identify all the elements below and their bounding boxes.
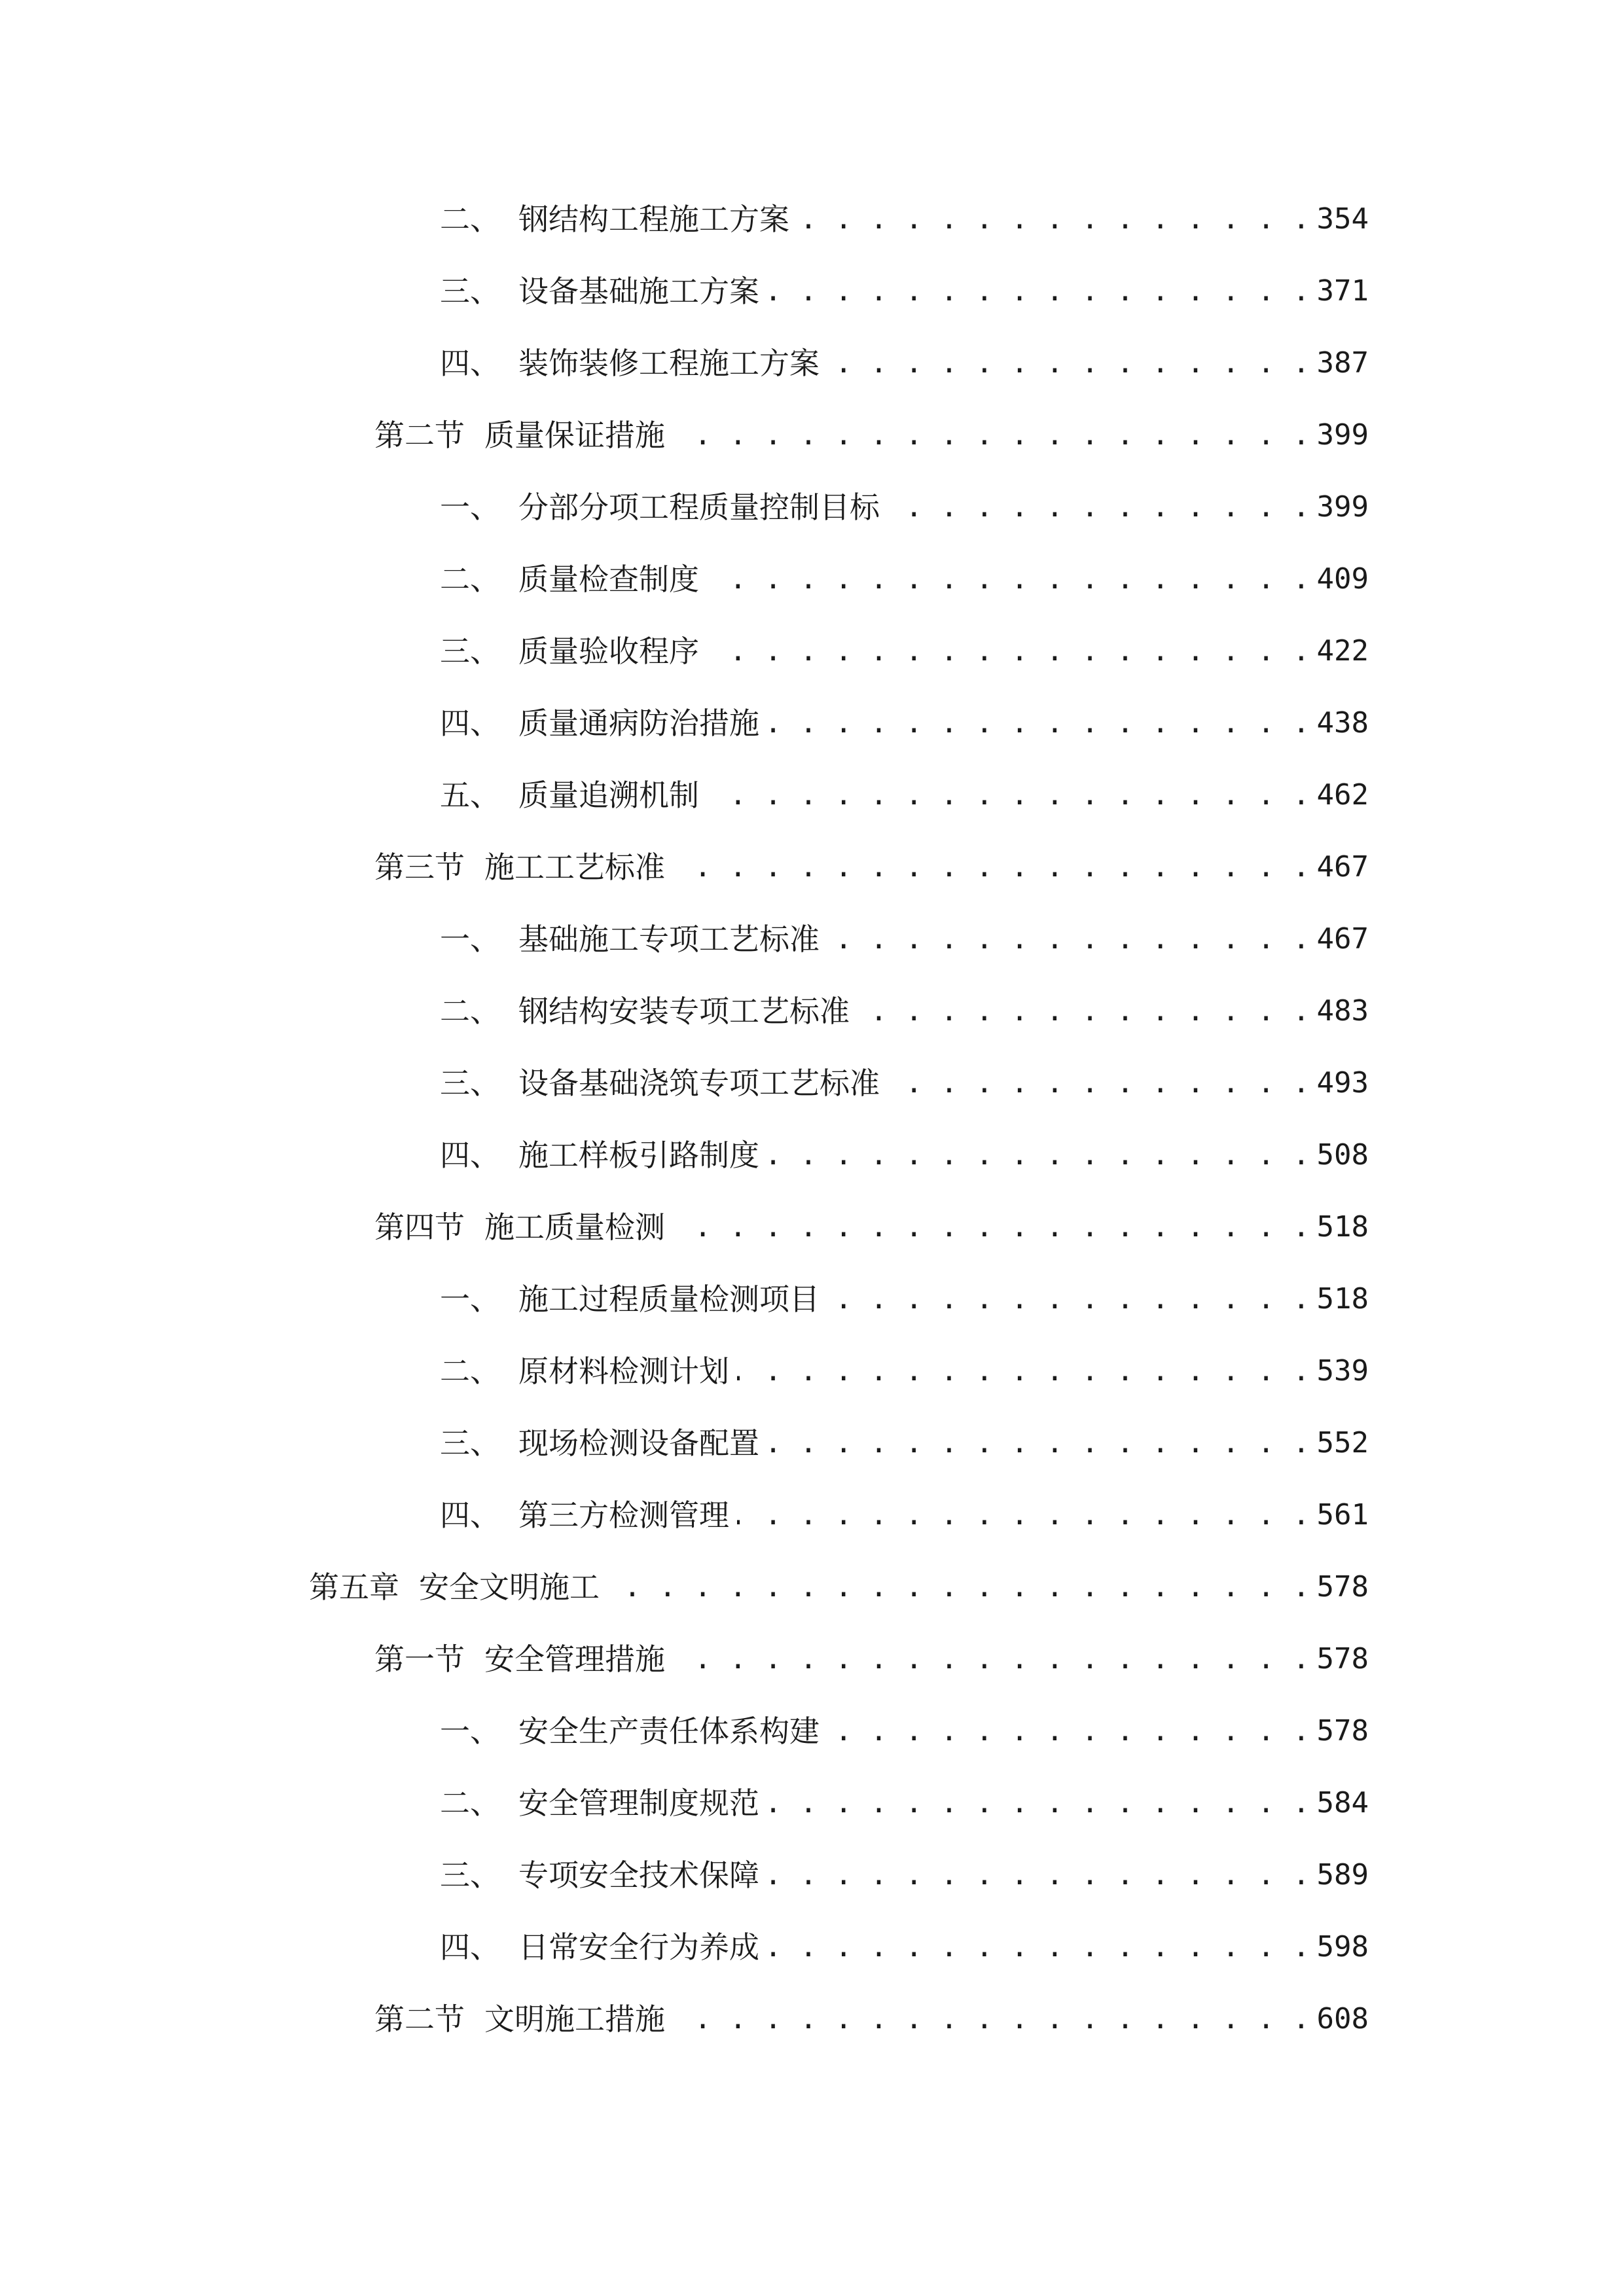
toc-entry-number: 四、: [440, 1498, 500, 1533]
toc-entry-page: 508: [1316, 1138, 1369, 1172]
toc-entry-page: 438: [1316, 706, 1369, 740]
toc-entry-number: 四、: [440, 346, 500, 381]
toc-entry[interactable]: [440, 1417, 1369, 1469]
toc-entry[interactable]: [440, 913, 1369, 965]
toc-entry-page: 399: [1316, 418, 1369, 452]
toc-entry-page: 598: [1316, 1930, 1369, 1964]
toc-entry[interactable]: [440, 697, 1369, 749]
dot-leader: [673, 841, 1310, 893]
toc-entry-title: 第三方检测管理: [518, 1498, 729, 1533]
toc-entry-number: 四、: [440, 1929, 500, 1965]
toc-entry-title: 钢结构工程施工方案: [518, 202, 789, 237]
toc-entry[interactable]: [309, 1561, 1369, 1613]
dot-leader: [767, 697, 1310, 749]
toc-entry-title: 安全文明施工: [419, 1570, 600, 1605]
toc-entry[interactable]: [440, 337, 1369, 389]
toc-entry-number: 一、: [440, 490, 500, 525]
toc-entry-title: 质量保证措施: [484, 418, 665, 453]
toc-entry-number: 二、: [440, 1785, 500, 1821]
toc-entry-page: 561: [1316, 1498, 1369, 1532]
toc-entry[interactable]: [440, 625, 1369, 677]
toc-entry-title: 安全管理措施: [484, 1641, 665, 1677]
toc-entry-number: 一、: [440, 1282, 500, 1317]
toc-entry-page: 493: [1316, 1066, 1369, 1100]
toc-entry-page: 387: [1316, 346, 1369, 380]
toc-entry-title: 施工过程质量检测项目: [518, 1282, 820, 1317]
toc-entry-page: 371: [1316, 274, 1369, 308]
toc-entry-page: 483: [1316, 994, 1369, 1028]
toc-entry-title: 施工工艺标准: [484, 850, 665, 885]
toc-entry-page: 467: [1316, 922, 1369, 956]
dot-leader: [888, 1057, 1310, 1109]
toc-entry-page: 422: [1316, 634, 1369, 668]
dot-leader: [827, 1705, 1310, 1757]
toc-entry-title: 基础施工专项工艺标准: [518, 922, 820, 957]
toc-entry-page: 399: [1316, 490, 1369, 524]
toc-entry-title: 施工质量检测: [484, 1210, 665, 1245]
toc-entry-title: 钢结构安装专项工艺标准: [518, 994, 850, 1029]
dot-leader: [607, 1561, 1310, 1613]
toc-entry-page: 584: [1316, 1786, 1369, 1820]
toc-entry-title: 分部分项工程质量控制目标: [518, 490, 880, 525]
toc-entry-title: 质量追溯机制: [518, 778, 699, 813]
toc-entry-page: 578: [1316, 1570, 1369, 1604]
toc-entry-page: 409: [1316, 562, 1369, 596]
toc-entry[interactable]: [374, 1201, 1369, 1253]
toc-entry-title: 质量检查制度: [518, 562, 699, 597]
dot-leader: [673, 1201, 1310, 1253]
toc-entry[interactable]: [374, 841, 1369, 893]
dot-leader: [737, 1345, 1310, 1397]
toc-entry-title: 质量验收程序: [518, 634, 699, 669]
toc-entry-number: 第五章: [309, 1570, 399, 1605]
toc-entry-page: 354: [1316, 202, 1369, 236]
toc-entry[interactable]: [440, 1705, 1369, 1757]
toc-entry[interactable]: [440, 1129, 1369, 1181]
toc-entry-page: 608: [1316, 2002, 1369, 2036]
toc-entry[interactable]: [440, 481, 1369, 533]
toc-entry-page: 467: [1316, 850, 1369, 884]
toc-entry-page: 518: [1316, 1282, 1369, 1316]
dot-leader: [767, 265, 1310, 317]
toc-entry-title: 原材料检测计划: [518, 1354, 729, 1389]
toc-entry-number: 第一节: [374, 1641, 465, 1677]
toc-entry-number: 一、: [440, 1713, 500, 1749]
toc-entry[interactable]: [440, 1057, 1369, 1109]
toc-entry-title: 设备基础施工方案: [518, 274, 759, 309]
toc-entry-number: 三、: [440, 634, 500, 669]
dot-leader: [707, 769, 1310, 821]
toc-entry-number: 四、: [440, 1138, 500, 1173]
toc-entry-number: 二、: [440, 562, 500, 597]
toc-entry-title: 文明施工措施: [484, 2001, 665, 2037]
dot-leader: [827, 337, 1310, 389]
toc-entry[interactable]: [374, 409, 1369, 461]
toc-entry-number: 三、: [440, 1066, 500, 1101]
dot-leader: [673, 409, 1310, 461]
dot-leader: [673, 1993, 1310, 2045]
dot-leader: [673, 1633, 1310, 1685]
toc-entry-number: 第三节: [374, 850, 465, 885]
toc-entry-number: 三、: [440, 1426, 500, 1461]
toc-entry-title: 设备基础浇筑专项工艺标准: [518, 1066, 880, 1101]
dot-leader: [767, 1417, 1310, 1469]
toc-entry-page: 539: [1316, 1354, 1369, 1388]
dot-leader: [797, 193, 1310, 245]
toc-entry-number: 第四节: [374, 1210, 465, 1245]
toc-entry-number: 二、: [440, 1354, 500, 1389]
toc-entry[interactable]: [440, 1849, 1369, 1901]
toc-entry[interactable]: [440, 1273, 1369, 1325]
toc-entry-number: 五、: [440, 778, 500, 813]
toc-entry[interactable]: [440, 1345, 1369, 1397]
toc-entry-title: 日常安全行为养成: [518, 1929, 759, 1965]
toc-entry[interactable]: [440, 769, 1369, 821]
dot-leader: [888, 481, 1310, 533]
toc-entry-title: 装饰装修工程施工方案: [518, 346, 820, 381]
dot-leader: [767, 1921, 1310, 1973]
dot-leader: [737, 1489, 1310, 1541]
toc-entry[interactable]: [440, 1489, 1369, 1541]
toc-entry-number: 第二节: [374, 418, 465, 453]
toc-entry[interactable]: [440, 265, 1369, 317]
dot-leader: [767, 1849, 1310, 1901]
dot-leader: [857, 985, 1310, 1037]
toc-entry-title: 现场检测设备配置: [518, 1426, 759, 1461]
toc-entry-page: 552: [1316, 1426, 1369, 1460]
toc-entry-number: 三、: [440, 274, 500, 309]
toc-entry-title: 质量通病防治措施: [518, 706, 759, 741]
dot-leader: [827, 1273, 1310, 1325]
toc-entry[interactable]: [374, 1993, 1369, 2045]
toc-entry-number: 第二节: [374, 2001, 465, 2037]
dot-leader: [767, 1129, 1310, 1181]
toc-entry-number: 一、: [440, 922, 500, 957]
toc-entry[interactable]: [440, 1777, 1369, 1829]
toc-entry[interactable]: [440, 1921, 1369, 1973]
toc-entry-number: 二、: [440, 202, 500, 237]
dot-leader: [767, 1777, 1310, 1829]
toc-entry[interactable]: [440, 553, 1369, 605]
toc-entry-title: 安全生产责任体系构建: [518, 1713, 820, 1749]
toc-entry[interactable]: [440, 985, 1369, 1037]
toc-entry-title: 施工样板引路制度: [518, 1138, 759, 1173]
toc-entry[interactable]: [440, 193, 1369, 245]
toc-entry-title: 安全管理制度规范: [518, 1785, 759, 1821]
toc-entry-page: 578: [1316, 1642, 1369, 1676]
dot-leader: [707, 553, 1310, 605]
toc-entry-title: 专项安全技术保障: [518, 1857, 759, 1893]
toc-entry-number: 二、: [440, 994, 500, 1029]
toc-entry-page: 462: [1316, 778, 1369, 812]
toc-entry-page: 518: [1316, 1210, 1369, 1244]
toc-entry-page: 589: [1316, 1858, 1369, 1892]
toc-entry-number: 四、: [440, 706, 500, 741]
toc-entry-number: 三、: [440, 1857, 500, 1893]
dot-leader: [827, 913, 1310, 965]
toc-entry-page: 578: [1316, 1714, 1369, 1748]
dot-leader: [707, 625, 1310, 677]
toc-entry[interactable]: [374, 1633, 1369, 1685]
